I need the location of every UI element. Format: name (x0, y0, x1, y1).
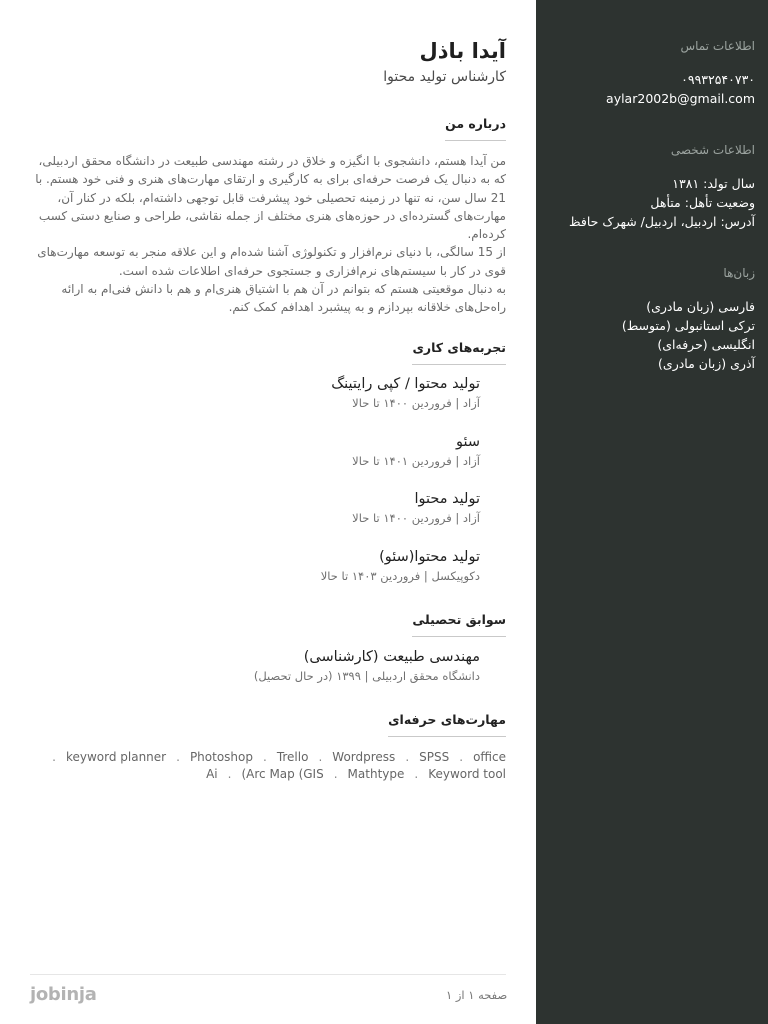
about-line: مهارت‌های گسترده‌ای در حوزه‌های هنری مختلف از جمله نقاشی، طراحی و صنایع دستی کسب (38, 208, 506, 223)
about-line: قوی در کار با سیستم‌های نرم‌افزاری و جستجوی حرفه‌ای اطلاعات شده است. (118, 263, 506, 278)
experience-item (352, 489, 480, 526)
education-item-sub: دانشگاه محقق اردبیلی | ۱۳۹۹ (در حال تحصیل) (253, 669, 480, 683)
address: آدرس: اردبیل، اردبیل/ شهرک حافظ (569, 214, 755, 229)
skills-title: مهارت‌های حرفه‌ای (388, 712, 506, 737)
languages-section (546, 265, 755, 373)
skill-item: Ai (206, 767, 218, 781)
marital-status: وضعیت تأهل: متأهل (650, 195, 755, 210)
skill-item: Keyword tool (428, 767, 506, 781)
languages-title: زبان‌ها (723, 266, 755, 280)
experience-item-sub: آزاد | فروردین ۱۴۰۰ تا حالا (352, 511, 480, 525)
phone-number: ۰۹۹۳۲۵۴۰۷۳۰ (681, 72, 755, 87)
experience-item (331, 374, 480, 411)
sidebar (536, 0, 768, 1024)
education-item-title: مهندسی طبیعت (کارشناسی) (303, 649, 480, 665)
language-item: آذری (زبان مادری) (658, 356, 755, 371)
job-title: کارشناس تولید محتوا (383, 69, 506, 85)
skill-item: Trello (276, 750, 309, 764)
footer-divider (30, 974, 506, 975)
resume-main (30, 0, 506, 1024)
bullet-dot: . (52, 750, 56, 764)
email-address: aylar2002b@gmail.com (606, 91, 755, 106)
experience-title: تجربه‌های کاری (412, 340, 506, 365)
skill-item: Mathtype (347, 767, 405, 781)
skill-item: Wordpress (332, 750, 396, 764)
experience-item (352, 432, 480, 469)
bullet-dot: . (318, 750, 323, 764)
personal-title: اطلاعات شخصی (670, 143, 755, 157)
experience-item-title: تولید محتوا / کپی رایتینگ (331, 376, 480, 392)
bullet-dot: . (405, 750, 410, 764)
skill-item: SPSS (419, 750, 450, 764)
language-item: فارسی (زبان مادری) (646, 299, 755, 314)
experience-item-title: تولید محتوا (414, 491, 480, 507)
language-item: ترکی استانبولی (متوسط) (621, 318, 755, 333)
about-line: راه‌حل‌های خلاقانه بپردازم و به پیشبرد اهدافم کمک کنم. (228, 300, 506, 315)
about-text (30, 152, 506, 317)
bullet-dot: . (262, 750, 267, 764)
page-number: صفحه ۱ از ۱ (446, 988, 508, 1002)
about-title: درباره من (445, 116, 506, 141)
experience-item (321, 547, 480, 584)
bullet-dot: . (176, 750, 180, 764)
about-line: کرده‌ام. (467, 227, 506, 242)
skills-row (30, 749, 506, 766)
experience-item-sub: آزاد | فروردین ۱۴۰۰ تا حالا (352, 396, 480, 410)
about-line: به دنبال موقعیتی هستم که بتوانم در آن هم با اشتیاق هنری‌ام و هم با دانش فنی‌ام به ارائه (61, 282, 506, 297)
about-line: 21 سال سن، نه تنها در زمینه تحصیلی خود پیشرفت قابل توجهی داشته‌ام، بلکه در کنار آن، (57, 190, 506, 205)
experience-item-title: سئو (455, 434, 480, 450)
skills-row (30, 766, 506, 783)
personal-section (546, 142, 755, 231)
experience-item-title: تولید محتوا(سئو) (379, 549, 480, 565)
bullet-dot: . (227, 767, 232, 781)
skill-item: (Arc Map (GIS (241, 767, 324, 781)
bullet-dot: . (333, 767, 338, 781)
experience-item-sub: دکوپیکسل | فروردین ۱۴۰۳ تا حالا (320, 569, 480, 583)
experience-item-sub: آزاد | فروردین ۱۴۰۱ تا حالا (352, 454, 480, 468)
about-line: من آیدا هستم، دانشجوی با انگیزه و خلاق در رشته مهندسی طبیعت در دانشگاه محقق اردبیلی، (38, 154, 506, 168)
skills-list (30, 749, 506, 783)
about-line: که به دنبال یک فرصت حرفه‌ای برای به کارگیری و ارتقای مهارت‌های هنری و فنی خود هستم. با (35, 172, 506, 187)
about-line: از 15 سالگی، با دنیای نرم‌افزار و تکنولوژی آشنا شده‌ام و این علاقه منجر به توسعه مهارت‌های (37, 245, 506, 260)
skill-item: Photoshop (189, 750, 253, 764)
contact-section (546, 38, 755, 108)
person-name: آیدا باذل (419, 39, 506, 63)
bullet-dot: . (459, 750, 464, 764)
language-item: انگلیسی (حرفه‌ای) (657, 337, 755, 352)
jobinja-logo: jobinja (30, 984, 97, 1005)
skill-item: keyword planner (65, 750, 167, 764)
education-title: سوابق تحصیلی (412, 612, 506, 637)
skill-item: office (473, 750, 506, 764)
contact-title: اطلاعات تماس (680, 39, 755, 53)
birth-year: سال تولد: ۱۳۸۱ (672, 176, 755, 191)
education-item (254, 647, 480, 684)
bullet-dot: . (414, 767, 419, 781)
